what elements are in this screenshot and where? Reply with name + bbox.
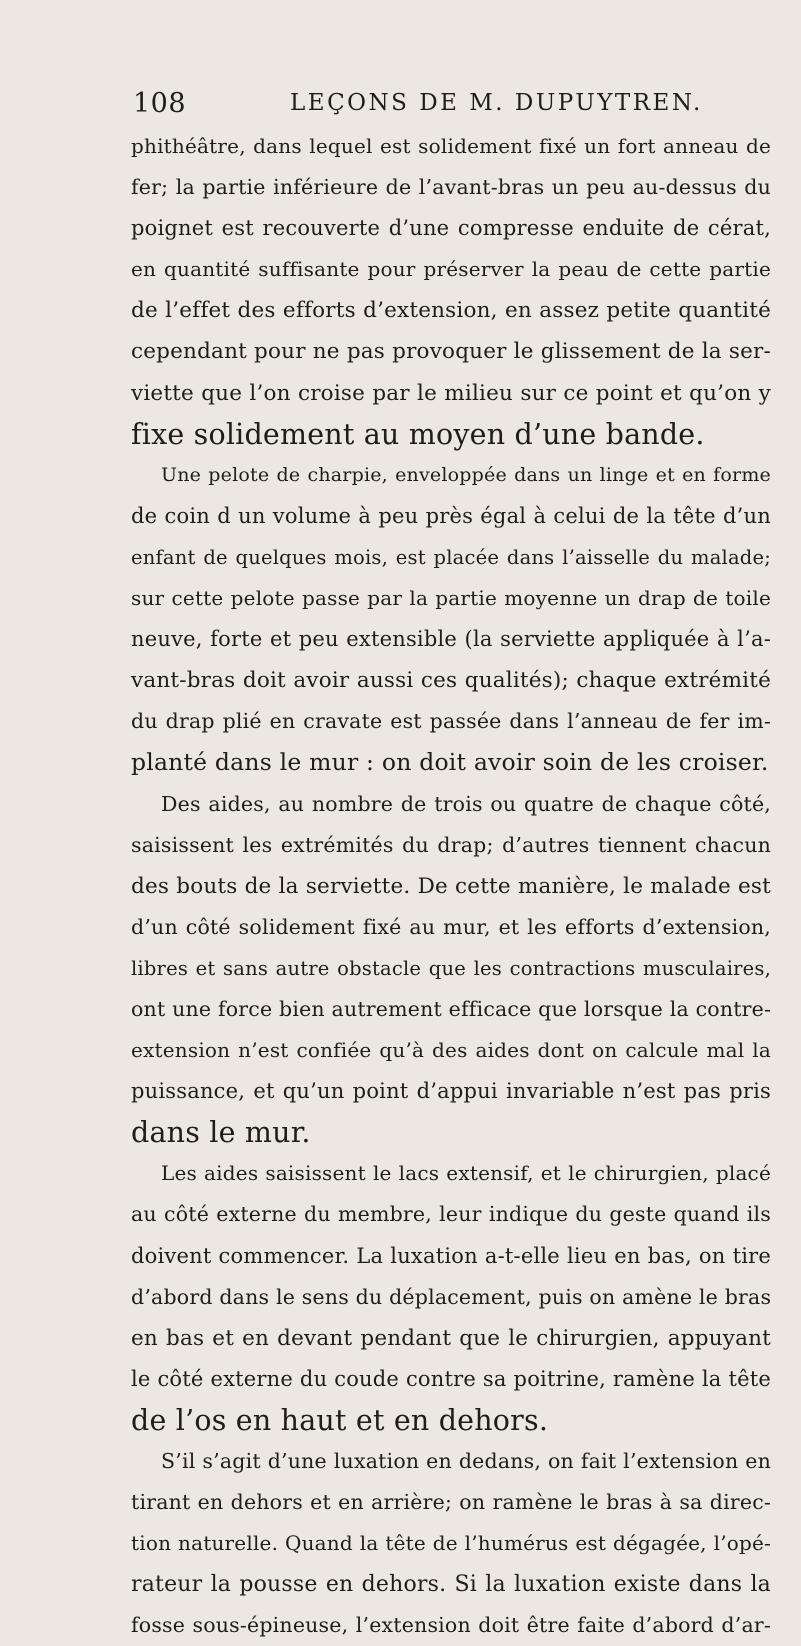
text-line: Des aides, au nombre de trois ou quatre de chaque côté, bbox=[161, 791, 771, 816]
text-line: fer; la partie inférieure de l’avant-bras un peu au-dessus du bbox=[131, 175, 771, 200]
text-line: au côté externe du membre, leur indique du geste quand ils bbox=[131, 1202, 771, 1227]
text-line: doivent commencer. La luxation a-t-elle lieu en bas, on tire bbox=[131, 1243, 771, 1268]
text-line: du drap plié en cravate est passée dans l’anneau de fer im- bbox=[131, 709, 771, 734]
text-line: en bas et en devant pendant que le chirurgien, appuyant bbox=[131, 1325, 771, 1351]
text-line: rateur la pousse en dehors. Si la luxation existe dans la bbox=[131, 1572, 771, 1598]
text-line: poignet est recouverte d’une compresse enduite de cérat, bbox=[131, 216, 771, 241]
text-line: phithéâtre, dans lequel est solidement fixé un fort anneau de bbox=[131, 134, 771, 158]
text-line: Une pelote de charpie, enveloppée dans un linge et en forme bbox=[161, 463, 771, 486]
text-line: cependant pour ne pas provoquer le glissement de la ser- bbox=[131, 339, 771, 365]
text-line: d’un côté solidement fixé au mur, et les efforts d’extension, bbox=[131, 914, 771, 939]
text-line: puissance, et qu’un point d’appui invariable n’est pas pris bbox=[131, 1079, 771, 1104]
text-line: sur cette pelote passe par la partie moyenne un drap de toile bbox=[131, 586, 771, 611]
text-line: de l’os en haut et en dehors. bbox=[131, 1403, 549, 1437]
text-line: S’il s’agit d’une luxation en dedans, on fait l’extension en bbox=[161, 1449, 771, 1473]
text-line: de coin d un volume à peu près égal à celui de la tête d’un bbox=[131, 503, 771, 528]
text-line: vant-bras doit avoir aussi ces qualités); chaque extrémité bbox=[131, 668, 771, 694]
text-line: de l’effet des efforts d’extension, en assez petite quantité bbox=[131, 298, 771, 324]
text-line: tion naturelle. Quand la tête de l’humérus est dégagée, l’opé- bbox=[131, 1531, 771, 1556]
text-line: neuve, forte et peu extensible (la serviette appliquée à l’a- bbox=[131, 627, 771, 652]
text-line: des bouts de la serviette. De cette manière, le malade est bbox=[131, 873, 771, 899]
text-line: enfant de quelques mois, est placée dans l’aisselle du malade; bbox=[131, 545, 771, 569]
page-number: 108 bbox=[133, 88, 187, 119]
text-line: d’abord dans le sens du déplacement, puis on amène le bras bbox=[131, 1284, 772, 1309]
text-line: le côté externe du coude contre sa poitrine, ramène la tête bbox=[131, 1366, 771, 1391]
text-line: extension n’est confiée qu’à des aides dont on calcule mal la bbox=[131, 1038, 771, 1063]
text-line: fixe solidement au moyen d’une bande. bbox=[131, 417, 705, 451]
running-title: LEÇONS DE M. DUPUYTREN. bbox=[290, 90, 703, 116]
text-line: viette que l’on croise par le milieu sur ce point et qu’on y bbox=[131, 380, 771, 406]
text-line: tirant en dehors et en arrière; on ramène le bras à sa direc- bbox=[131, 1490, 771, 1515]
text-line: saisissent les extrémités du drap; d’autres tiennent chacun bbox=[131, 832, 771, 857]
text-line: fosse sous-épineuse, l’extension doit être faite d’abord d’ar- bbox=[131, 1613, 771, 1638]
text-line: Les aides saisissent le lacs extensif, et le chirurgien, placé bbox=[161, 1161, 771, 1186]
text-line: ont une force bien autrement efficace que lorsque la contre- bbox=[131, 996, 772, 1021]
text-line: dans le mur. bbox=[131, 1116, 311, 1150]
body-text bbox=[131, 126, 771, 1646]
text-line: libres et sans autre obstacle que les contractions musculaires, bbox=[131, 956, 771, 980]
running-head bbox=[0, 88, 801, 124]
text-line: en quantité suffisante pour préserver la peau de cette partie bbox=[131, 257, 771, 282]
text-line: planté dans le mur : on doit avoir soin de les croiser. bbox=[131, 748, 769, 777]
